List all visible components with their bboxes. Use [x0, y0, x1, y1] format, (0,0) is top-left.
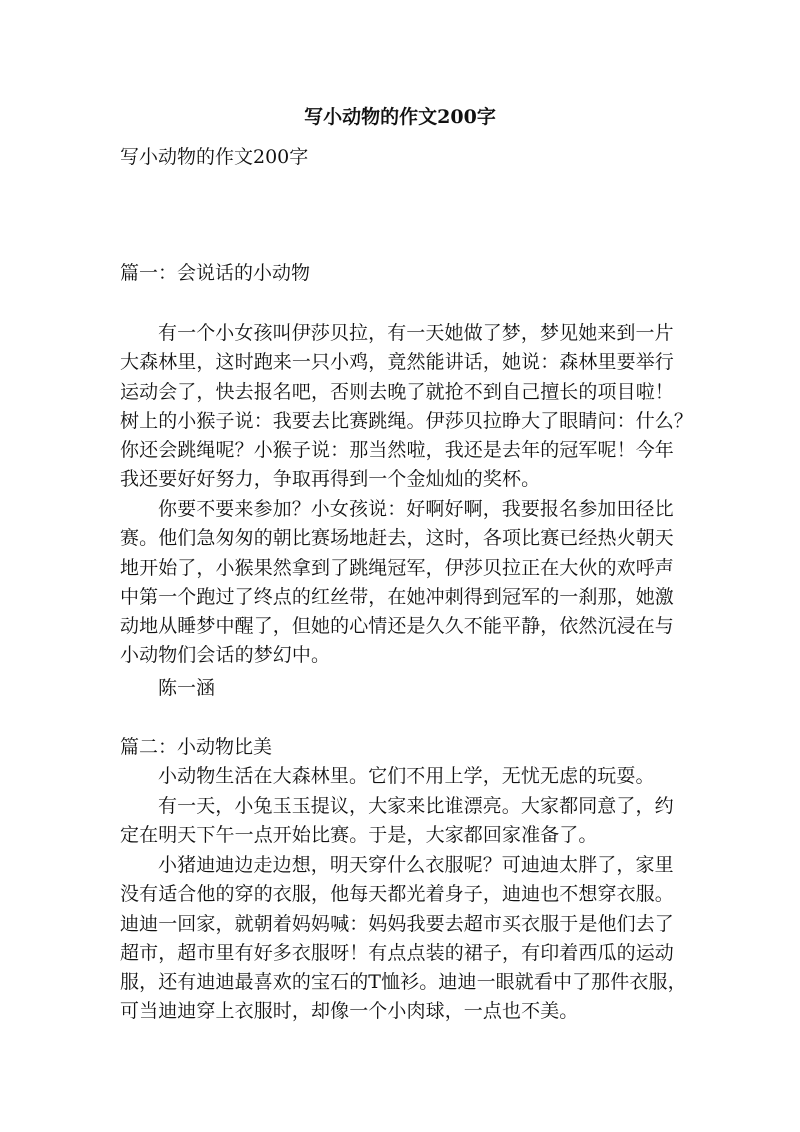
text-line: 有一个小女孩叫伊莎贝拉，有一天她做了梦，梦见她来到一片: [158, 322, 674, 344]
section-1-heading: 篇一：会说话的小动物: [120, 262, 311, 284]
section-2-paragraph-1: [120, 762, 686, 791]
section-1-paragraph-1: [120, 319, 694, 495]
section-1-paragraph-2: [120, 495, 686, 671]
text-line: 小猪迪迪边走边想，明天穿什么衣服呢？可迪迪太胖了，家里: [158, 854, 674, 876]
section-2-heading: 篇二：小动物比美: [120, 736, 273, 758]
section-1-author: 陈一涵: [158, 677, 216, 699]
text-line: 有一天，小兔玉玉提议，大家来比谁漂亮。大家都同意了，约: [158, 795, 674, 817]
text-line: 定在明天下午一点开始比赛。于是，大家都回家准备了。: [120, 824, 598, 847]
text-line: 中第一个跑过了终点的红丝带，在她冲刺得到冠军的一刹那，她激: [120, 585, 674, 608]
text-line: 你要不要来参加？小女孩说：好啊好啊，我要报名参加田径比: [158, 498, 674, 520]
text-line: 服，还有迪迪最喜欢的宝石的T恤衫。迪迪一眼就看中了那件衣服，: [120, 971, 687, 994]
text-line: 大森林里，这时跑来一只小鸡，竟然能讲话，她说：森林里要举行: [120, 351, 674, 374]
text-line: 树上的小猴子说：我要去比赛跳绳。伊莎贝拉睁大了眼睛问：什么？: [120, 409, 694, 432]
text-line: 迪迪一回家，就朝着妈妈喊：妈妈我要去超市买衣服于是他们去了: [120, 912, 674, 935]
text-line: 运动会了，快去报名吧，否则去晚了就抢不到自己擅长的项目啦！: [120, 380, 674, 403]
text-line: 没有适合他的穿的衣服，他每天都光着身子，迪迪也不想穿衣服。: [120, 883, 674, 906]
section-2-paragraph-3: [120, 851, 686, 1027]
text-line: 赛。他们急匆匆的朝比赛场地赶去，这时，各项比赛已经热火朝天: [120, 527, 674, 550]
text-line: 你还会跳绳呢？小猴子说：那当然啦，我还是去年的冠军呢！今年: [120, 439, 674, 462]
section-2-paragraph-2: [120, 792, 686, 851]
text-line: 动地从睡梦中醒了，但她的心情还是久久不能平静，依然沉浸在与: [120, 615, 674, 638]
text-line: 小动物生活在大森林里。它们不用上学，无忧无虑的玩耍。: [158, 765, 655, 787]
text-line: 我还要好好努力，争取再得到一个金灿灿的奖杯。: [120, 468, 541, 491]
document-subtitle: 写小动物的作文200字: [120, 146, 309, 168]
text-line: 小动物们会话的梦幻中。: [120, 644, 331, 667]
text-line: 超市，超市里有好多衣服呀！有点点装的裙子，有印着西瓜的运动: [120, 941, 674, 964]
text-line: 地开始了，小猴果然拿到了跳绳冠军，伊莎贝拉正在大伙的欢呼声: [120, 556, 674, 579]
text-line: 可当迪迪穿上衣服时，却像一个小肉球，一点也不美。: [120, 1000, 579, 1023]
document-title: 写小动物的作文200字: [304, 106, 496, 128]
